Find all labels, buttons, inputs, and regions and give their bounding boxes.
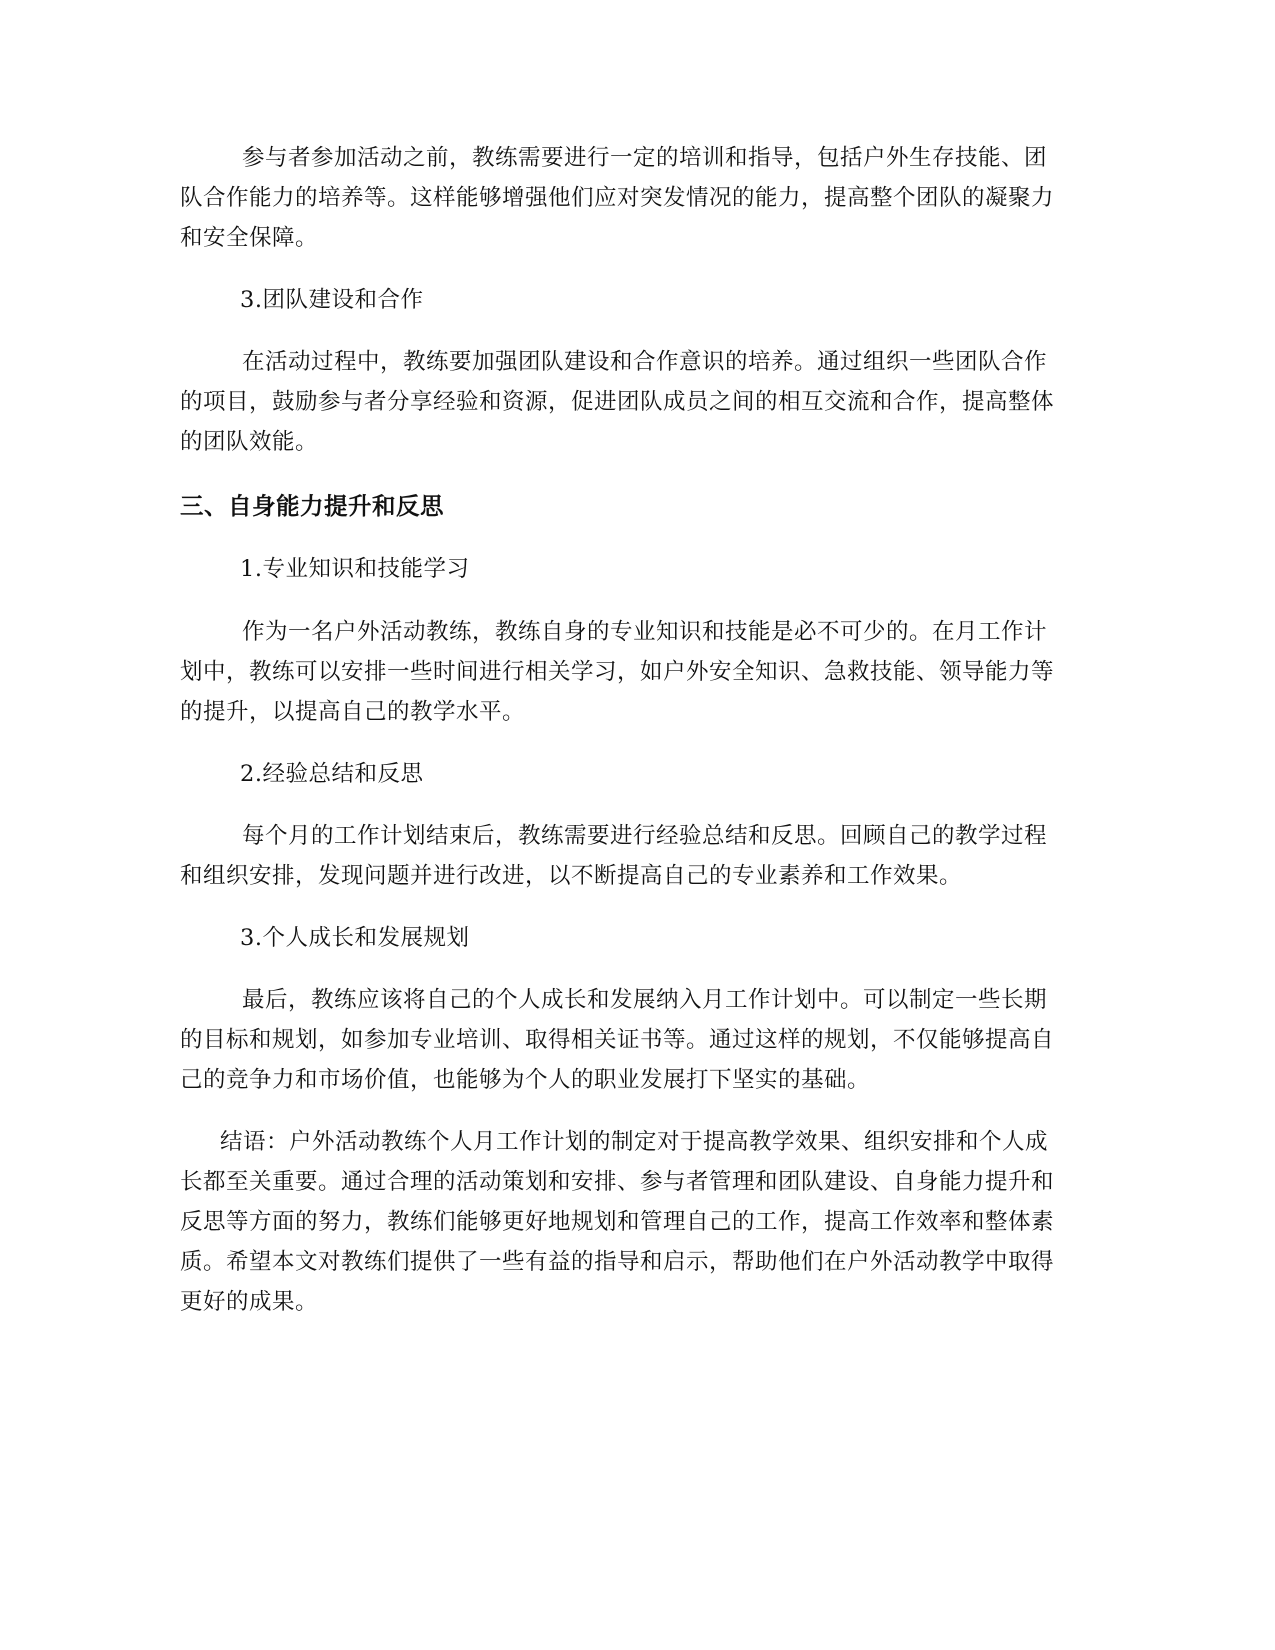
section-heading-self-improvement: 三、自身能力提升和反思 <box>180 492 444 520</box>
subheading-team-building: 3.团队建设和合作 <box>240 287 424 313</box>
paragraph-personal-growth: 最后，教练应该将自己的个人成长和发展纳入月工作计划中。可以制定一些长期的目标和规划，如参加专业培训、取得相关证书等。通过这样的规划，不仅能够提高自己的竞争力和市场价值，也能够为个人的职业发展打下坚实的基础。 <box>180 987 1055 1093</box>
subheading-professional-learning: 1.专业知识和技能学习 <box>240 556 470 582</box>
subheading-personal-growth: 3.个人成长和发展规划 <box>240 925 470 951</box>
paragraph-participant-training: 参与者参加活动之前，教练需要进行一定的培训和指导，包括户外生存技能、团队合作能力的培养等。这样能够增强他们应对突发情况的能力，提高整个团队的凝聚力和安全保障。 <box>180 145 1055 251</box>
subheading-experience-reflection: 2.经验总结和反思 <box>240 761 424 787</box>
paragraph-professional-learning: 作为一名户外活动教练，教练自身的专业知识和技能是必不可少的。在月工作计划中，教练可以安排一些时间进行相关学习，如户外安全知识、急救技能、领导能力等的提升，以提高自己的教学水平。 <box>180 619 1055 725</box>
paragraph-experience-reflection: 每个月的工作计划结束后，教练需要进行经验总结和反思。回顾自己的教学过程和组织安排，发现问题并进行改进，以不断提高自己的专业素养和工作效果。 <box>180 823 1048 889</box>
paragraph-conclusion: 结语：户外活动教练个人月工作计划的制定对于提高教学效果、组织安排和个人成长都至关重要。通过合理的活动策划和安排、参与者管理和团队建设、自身能力提升和反思等方面的努力，教练们能够更好地规划和管理自己的工作，提高工作效率和整体素质。希望本文对教练们提供了一些有益的指导和启示，帮助他们在户外活动教学中取得更好的成果。 <box>180 1129 1055 1315</box>
paragraph-team-building: 在活动过程中，教练要加强团队建设和合作意识的培养。通过组织一些团队合作的项目，鼓励参与者分享经验和资源，促进团队成员之间的相互交流和合作，提高整体的团队效能。 <box>180 349 1055 455</box>
